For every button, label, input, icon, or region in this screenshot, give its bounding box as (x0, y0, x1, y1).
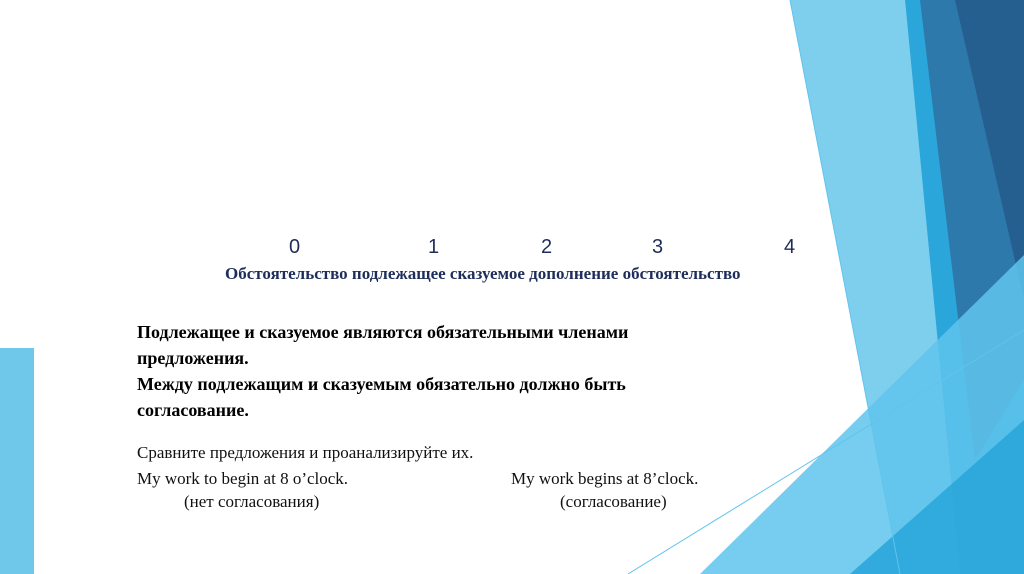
position-number: 1 (428, 236, 440, 258)
example-left-note: (нет согласования) (184, 492, 320, 511)
left-accent-bar (0, 348, 34, 574)
position-number: 4 (784, 236, 796, 258)
position-number: 2 (541, 236, 553, 258)
position-number: 3 (652, 236, 664, 258)
rule-line: предложения. (137, 348, 249, 368)
task-instruction: Сравните предложения и проанализируйте их. (137, 443, 474, 462)
position-number: 0 (289, 236, 301, 258)
rule-line: Между подлежащим и сказуемым обязательно должно быть (137, 374, 626, 394)
rule-line: согласование. (137, 400, 249, 420)
rules-text (137, 319, 777, 423)
example-right-note: (согласование) (560, 492, 667, 511)
rule-line: Подлежащее и сказуемое являются обязательными членами (137, 322, 629, 342)
example-right-sentence: My work begins at 8’clock. (511, 469, 699, 488)
parts-of-sentence: Обстоятельство подлежащее сказуемое дополнение обстоятельство (225, 264, 741, 283)
example-left-sentence: My work to begin at 8 o’clock. (137, 469, 349, 488)
